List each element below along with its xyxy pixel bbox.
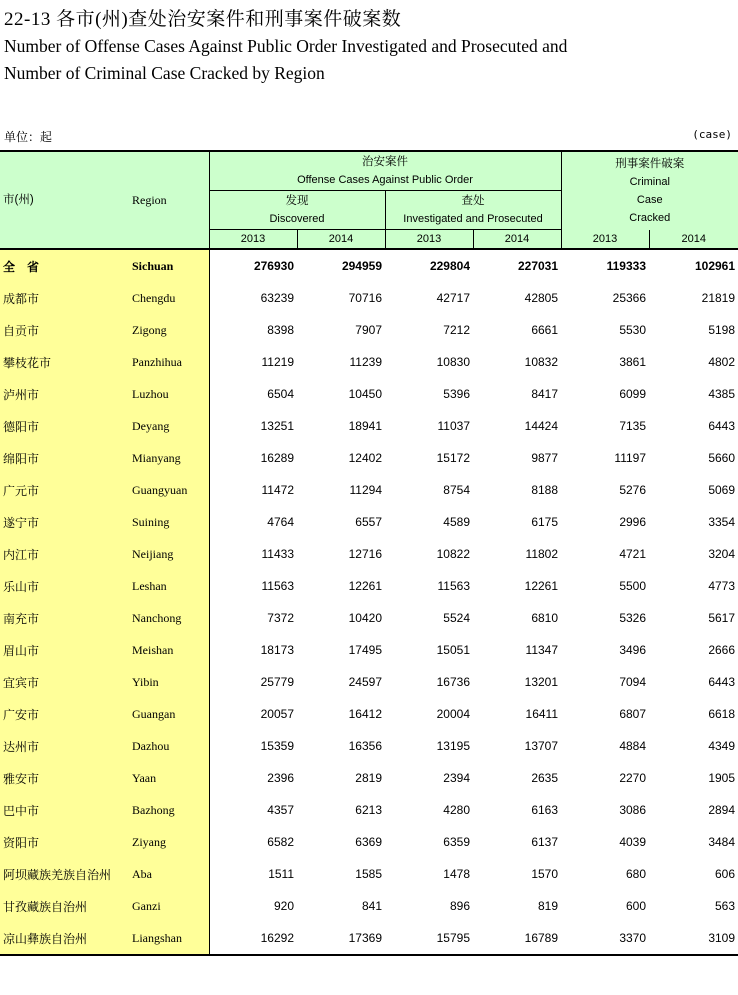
cell-region-cn: 宜宾市 [0,666,131,698]
cell-region-en: Dazhou [131,730,209,762]
cell-value: 8188 [531,483,559,497]
cell-value: 4357 [209,794,297,826]
cell-value: 3484 [708,835,736,849]
table-row [0,634,738,666]
cell-region-cn: 泸州市 [0,378,131,410]
cell-region-en: Neijiang [131,538,209,570]
cell-value: 4280 [443,803,470,817]
header-public-order-en: Offense Cases Against Public Order [297,174,473,186]
header-investigated-en: Investigated and Prosecuted [403,213,543,225]
cell-value: 10822 [436,547,470,561]
cell-value: 5069 [708,483,736,497]
cell-value: 25779 [209,666,297,698]
cell-value: 14424 [524,419,559,433]
cell-value: 11294 [349,483,382,497]
cell-value: 11563 [209,570,297,602]
cell-value: 1585 [355,867,382,881]
cell-region-cn: 甘孜藏族自治州 [0,890,131,922]
header-year: 2013 [209,230,297,250]
cell-value: 6661 [531,323,559,337]
header-year: 2014 [649,230,738,250]
cell-region-en: Guangan [131,698,209,730]
cell-value: 6163 [531,803,559,817]
table-row [0,858,738,890]
cell-region-cn: 雅安市 [0,762,131,794]
cell-region-en: Guangyuan [131,474,209,506]
cell-value: 11433 [209,538,297,570]
cell-value: 11197 [614,451,647,465]
cell-value: 13251 [209,410,297,442]
cell-region-en: Yaan [131,762,209,794]
cell-value: 16289 [209,442,297,474]
table-row [0,666,738,698]
cell-value: 16412 [348,707,382,721]
table-row [0,442,738,474]
table-row [0,922,738,955]
cell-value: 6557 [355,515,382,529]
cell-region-cn: 自贡市 [0,314,131,346]
cell-value: 102961 [694,259,736,273]
cell-region-cn: 遂宁市 [0,506,131,538]
cell-value: 5500 [619,579,647,593]
cell-value: 6175 [531,515,559,529]
cell-value: 6369 [355,835,382,849]
cell-value: 5524 [443,611,470,625]
cell-value: 6137 [531,835,559,849]
table-row [0,602,738,634]
cell-value: 15359 [209,730,297,762]
cell-value: 20057 [209,698,297,730]
cell-value: 920 [209,890,297,922]
cell-value: 12402 [348,451,382,465]
header-year: 2013 [385,230,473,250]
cell-region-cn: 凉山彝族自治州 [0,922,131,955]
cell-region-cn: 成都市 [0,282,131,314]
cell-value: 18941 [348,419,382,433]
header-city: 市(州) [0,151,131,249]
cell-value: 294959 [341,259,382,273]
cell-region-cn: 南充市 [0,602,131,634]
table-row [0,538,738,570]
cell-value: 606 [714,867,736,881]
cell-region-cn: 乐山市 [0,570,131,602]
header-discovered-en: Discovered [269,213,325,225]
cell-region-en: Leshan [131,570,209,602]
header-criminal-en-1: Criminal [629,175,670,188]
cell-value: 15795 [436,931,470,945]
cell-value: 12261 [348,579,382,593]
table-title-chinese: 22-13 各市(州)查处治安案件和刑事案件破案数 [4,9,402,30]
cell-region-en: Nanchong [131,602,209,634]
cell-value: 11037 [437,419,470,433]
cell-value: 16411 [525,707,559,721]
cell-region-cn: 广安市 [0,698,131,730]
cell-value: 7372 [209,602,297,634]
cell-value: 2394 [443,771,470,785]
statistics-table [0,150,738,956]
cell-value: 3109 [708,931,736,945]
table-row [0,249,738,282]
cell-value: 4764 [209,506,297,538]
cell-value: 1478 [443,867,470,881]
header-discovered-cn: 发现 [285,195,309,207]
cell-value: 7907 [355,323,382,337]
table-row [0,378,738,410]
cell-value: 600 [625,899,647,913]
cell-value: 819 [537,899,559,913]
cell-value: 16736 [436,675,470,689]
cell-value: 1905 [708,771,736,785]
cell-value: 5198 [708,323,736,337]
header-region: Region [131,151,209,249]
table-row [0,282,738,314]
cell-value: 4039 [619,835,647,849]
cell-region-en: Panzhihua [131,346,209,378]
cell-value: 20004 [436,707,470,721]
table-row [0,826,738,858]
cell-value: 8417 [531,387,559,401]
cell-value: 9877 [531,451,559,465]
cell-value: 5617 [708,611,736,625]
cell-region-cn: 绵阳市 [0,442,131,474]
cell-value: 5326 [619,611,647,625]
cell-value: 18173 [209,634,297,666]
cell-region-en: Zigong [131,314,209,346]
cell-value: 3861 [619,355,647,369]
cell-value: 6504 [209,378,297,410]
cell-value: 10420 [348,611,382,625]
cell-value: 16356 [348,739,382,753]
header-investigated-cn: 查处 [461,195,485,207]
cell-region-cn: 资阳市 [0,826,131,858]
header-year: 2014 [473,230,561,250]
cell-value: 17369 [348,931,382,945]
cell-value: 2635 [531,771,559,785]
cell-region-cn: 德阳市 [0,410,131,442]
cell-value: 563 [714,899,736,913]
cell-region-en: Ziyang [131,826,209,858]
cell-value: 680 [625,867,647,881]
cell-value: 10450 [348,387,382,401]
header-criminal-en-3: Cracked [629,211,671,224]
cell-value: 11472 [209,474,297,506]
cell-value: 6582 [209,826,297,858]
cell-value: 42805 [524,291,559,305]
cell-value: 4884 [619,739,647,753]
cell-value: 2894 [708,803,736,817]
table-title-english-line2: Number of Criminal Case Cracked by Region [4,63,325,83]
cell-value: 3204 [708,547,736,561]
header-discovered [209,191,385,230]
table-row [0,474,738,506]
cell-value: 11802 [525,547,559,561]
cell-region-cn: 阿坝藏族羌族自治州 [0,858,131,890]
cell-value: 12716 [348,547,382,561]
cell-value: 8754 [443,483,470,497]
cell-value: 1511 [209,858,297,890]
table-row [0,410,738,442]
cell-value: 21819 [701,291,736,305]
header-criminal [561,151,738,230]
unit-label-chinese: 单位：起 [4,130,53,144]
cell-value: 4721 [619,547,647,561]
cell-value: 2996 [619,515,647,529]
cell-value: 896 [449,899,470,913]
cell-value: 7212 [443,323,470,337]
cell-region-en: Aba [131,858,209,890]
cell-value: 227031 [517,259,559,273]
cell-value: 4802 [708,355,736,369]
cell-value: 11347 [525,643,559,657]
cell-value: 3354 [708,515,736,529]
header-investigated [385,191,561,230]
cell-value: 6443 [708,675,736,689]
table-row [0,730,738,762]
cell-value: 2666 [708,643,736,657]
cell-value: 2396 [209,762,297,794]
cell-region-en: Meishan [131,634,209,666]
cell-region-cn: 内江市 [0,538,131,570]
cell-value: 13707 [524,739,559,753]
cell-value: 2270 [619,771,647,785]
cell-value: 25366 [612,291,647,305]
header-year: 2013 [561,230,649,250]
cell-region-en: Liangshan [131,922,209,955]
cell-value: 1570 [531,867,559,881]
cell-value: 11239 [349,355,382,369]
cell-region-cn: 广元市 [0,474,131,506]
header-public-order [209,151,561,191]
header-year: 2014 [297,230,385,250]
cell-value: 6443 [708,419,736,433]
cell-region-en: Deyang [131,410,209,442]
cell-region-en: Suining [131,506,209,538]
cell-value: 6807 [619,707,647,721]
cell-value: 63239 [209,282,297,314]
cell-value: 15172 [436,451,470,465]
table-row [0,570,738,602]
cell-value: 3370 [619,931,647,945]
cell-value: 13201 [524,675,559,689]
unit-label-english: (case) [692,128,732,141]
table-row [0,314,738,346]
cell-value: 4773 [708,579,736,593]
cell-value: 10832 [524,355,559,369]
cell-value: 15051 [436,643,470,657]
cell-value: 70716 [348,291,382,305]
cell-value: 6099 [619,387,647,401]
cell-value: 3086 [619,803,647,817]
cell-value: 4349 [708,739,736,753]
cell-value: 42717 [436,291,470,305]
cell-region-cn: 攀枝花市 [0,346,131,378]
header-public-order-cn: 治安案件 [362,156,408,168]
cell-region-cn: 眉山市 [0,634,131,666]
cell-value: 11219 [209,346,297,378]
cell-value: 4589 [443,515,470,529]
cell-region-en: Bazhong [131,794,209,826]
cell-region-en: Luzhou [131,378,209,410]
cell-value: 119333 [606,259,647,273]
cell-value: 17495 [348,643,382,657]
cell-region-cn: 巴中市 [0,794,131,826]
cell-value: 5660 [708,451,736,465]
cell-value: 6810 [531,611,559,625]
cell-region-en: Mianyang [131,442,209,474]
cell-value: 7094 [619,675,647,689]
cell-value: 5396 [443,387,470,401]
cell-value: 5530 [619,323,647,337]
table-row [0,890,738,922]
cell-region-en: Chengdu [131,282,209,314]
cell-value: 16789 [524,931,559,945]
cell-value: 841 [361,899,382,913]
table-row [0,506,738,538]
cell-region-en: Ganzi [131,890,209,922]
header-criminal-cn: 刑事案件破案 [615,157,685,170]
cell-value: 5276 [619,483,647,497]
header-criminal-en-2: Case [636,193,663,206]
cell-value: 11563 [437,579,470,593]
cell-value: 7135 [619,419,647,433]
cell-value: 6359 [443,835,470,849]
cell-value: 276930 [209,249,297,282]
table-row [0,346,738,378]
cell-region-cn: 达州市 [0,730,131,762]
cell-value: 24597 [348,675,382,689]
cell-value: 13195 [436,739,470,753]
table-row [0,794,738,826]
table-row [0,762,738,794]
cell-value: 10830 [436,355,470,369]
cell-region-en: Yibin [131,666,209,698]
table-row [0,698,738,730]
cell-value: 3496 [619,643,647,657]
cell-value: 229804 [429,259,470,273]
table-title-english-line1: Number of Offense Cases Against Public Order Investigated and Prosecuted and [4,36,568,56]
cell-value: 6618 [708,707,736,721]
cell-value: 2819 [355,771,382,785]
cell-value: 4385 [708,387,736,401]
cell-value: 16292 [209,922,297,955]
cell-value: 12261 [524,579,559,593]
cell-region-en: Sichuan [131,249,209,282]
cell-value: 8398 [209,314,297,346]
cell-region-cn: 全 省 [0,249,131,282]
cell-value: 6213 [355,803,382,817]
